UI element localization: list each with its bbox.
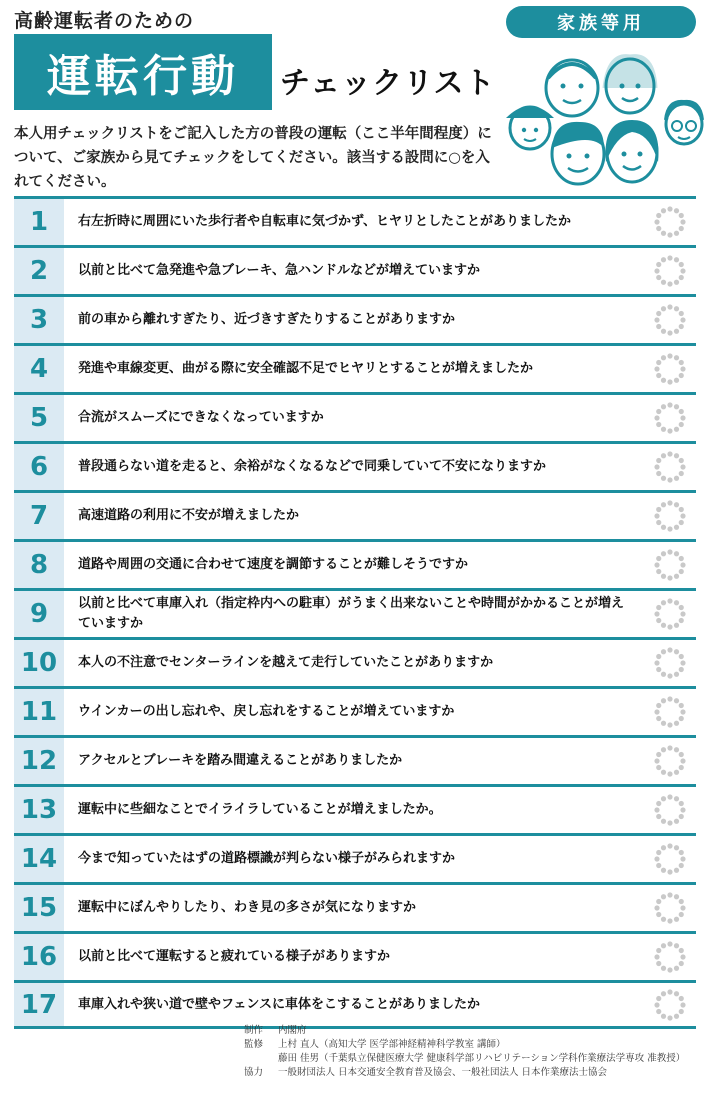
question-text: 以前と比べて運転すると疲れている様子がありますか xyxy=(78,949,391,964)
question-number: 1 xyxy=(14,199,64,245)
intro-text: 本人用チェックリストをご記入した方の普段の運転（ここ半年間程度）について、ご家族から見てチェックをしてください。該当する設問に○を入れてください。 xyxy=(14,126,492,190)
dotted-circle-icon xyxy=(653,303,687,337)
credits xyxy=(244,1024,704,1080)
answer-circle[interactable] xyxy=(644,640,696,686)
question-number: 13 xyxy=(14,787,64,833)
checklist-row xyxy=(14,980,696,1029)
question-text: 前の車から離れすぎたり、近づきすぎたりすることがありますか xyxy=(78,312,456,327)
question-text: 車庫入れや狭い道で壁やフェンスに車体をこすることがありましたか xyxy=(78,996,480,1012)
checklist-row xyxy=(14,833,696,882)
dotted-circle-icon xyxy=(653,499,687,533)
question-text: 今まで知っていたはずの道路標識が判らない様子がみられますか xyxy=(78,851,456,866)
question-number: 8 xyxy=(14,542,64,588)
dotted-circle-icon xyxy=(653,450,687,484)
answer-circle[interactable] xyxy=(644,738,696,784)
question-number: 16 xyxy=(14,934,64,980)
credit-cooperation: 協力 一般財団法人 日本交通安全教育普及協会、一般社団法人 日本作業療法士協会 xyxy=(244,1067,608,1078)
question-number: 17 xyxy=(14,983,64,1026)
dotted-circle-icon xyxy=(653,842,687,876)
dotted-circle-icon xyxy=(653,401,687,435)
checklist-row xyxy=(14,882,696,931)
page-title: 運転行動 xyxy=(47,51,239,102)
credit-supervision: 監修 上村 直人（高知大学 医学部神経精神科学教室 講師） xyxy=(244,1039,506,1050)
dotted-circle-icon xyxy=(653,548,687,582)
dotted-circle-icon xyxy=(653,695,687,729)
question-number: 9 xyxy=(14,591,64,637)
checklist-row xyxy=(14,784,696,833)
question-text: 以前と比べて車庫入れ（指定枠内への駐車）がうまく出来ないことや時間がかかることが増えていますか xyxy=(78,596,625,631)
question-number: 15 xyxy=(14,885,64,931)
title-suffix: チェックリスト xyxy=(280,66,496,101)
question-text: 以前と比べて急発進や急ブレーキ、急ハンドルなどが増えていますか xyxy=(78,263,480,278)
checklist-row xyxy=(14,490,696,539)
audience-badge: 家族等用 xyxy=(506,6,696,38)
question-text: 本人の不注意でセンターラインを越えて走行していたことがありますか xyxy=(78,655,494,670)
question-text: 発進や車線変更、曲がる際に安全確認不足でヒヤリとすることが増えましたか xyxy=(78,361,534,376)
question-text: 運転中に些細なことでイライラしていることが増えましたか。 xyxy=(78,802,442,817)
question-number: 12 xyxy=(14,738,64,784)
question-text: ウインカーの出し忘れや、戻し忘れをすることが増えていますか xyxy=(78,704,455,719)
answer-circle[interactable] xyxy=(644,591,696,637)
question-number: 7 xyxy=(14,493,64,539)
dotted-circle-icon xyxy=(653,352,687,386)
question-text: 運転中にぼんやりしたり、わき見の多さが気になりますか xyxy=(78,900,417,915)
subtitle: 高齢運転者のための xyxy=(14,10,195,32)
checklist-row xyxy=(14,343,696,392)
checklist-row xyxy=(14,196,696,245)
checklist-row xyxy=(14,441,696,490)
answer-circle[interactable] xyxy=(644,248,696,294)
credit-supervision-2: 藤田 佳男（千葉県立保健医療大学 健康科学部リハビリテーション学科作業療法学専攻 准教授） xyxy=(278,1053,686,1064)
answer-circle[interactable] xyxy=(644,542,696,588)
grandpa-face-icon xyxy=(546,60,598,116)
question-number: 5 xyxy=(14,395,64,441)
grandma-face-icon xyxy=(604,56,656,113)
dotted-circle-icon xyxy=(653,254,687,288)
checklist-row xyxy=(14,539,696,588)
answer-circle[interactable] xyxy=(644,444,696,490)
question-number: 11 xyxy=(14,689,64,735)
answer-circle[interactable] xyxy=(644,395,696,441)
dotted-circle-icon xyxy=(653,597,687,631)
dotted-circle-icon xyxy=(653,940,687,974)
man-face-icon xyxy=(552,122,604,184)
question-text: 合流がスムーズにできなくなっていますか xyxy=(78,410,324,425)
checklist-row xyxy=(14,392,696,441)
question-text: 右左折時に周囲にいた歩行者や自転車に気づかず、ヒヤリとしたことがありましたか xyxy=(78,214,571,229)
dotted-circle-icon xyxy=(653,988,687,1022)
checklist xyxy=(14,196,696,1029)
title-box xyxy=(14,34,272,110)
woman-face-icon xyxy=(606,120,659,182)
answer-circle[interactable] xyxy=(644,983,696,1026)
dotted-circle-icon xyxy=(653,646,687,680)
question-number: 6 xyxy=(14,444,64,490)
question-text: アクセルとブレーキを踏み間違えることがありましたか xyxy=(78,753,403,768)
checklist-row xyxy=(14,735,696,784)
answer-circle[interactable] xyxy=(644,934,696,980)
checklist-row xyxy=(14,931,696,980)
question-text: 普段通らない道を走ると、余裕がなくなるなどで同乗していて不安になりますか xyxy=(78,459,547,474)
question-number: 14 xyxy=(14,836,64,882)
checklist-row xyxy=(14,686,696,735)
answer-circle[interactable] xyxy=(644,493,696,539)
header xyxy=(0,0,710,195)
dotted-circle-icon xyxy=(653,891,687,925)
family-faces-illustration xyxy=(500,44,706,194)
answer-circle[interactable] xyxy=(644,689,696,735)
question-number: 2 xyxy=(14,248,64,294)
answer-circle[interactable] xyxy=(644,836,696,882)
credit-production: 制作 内閣府 xyxy=(244,1025,307,1036)
answer-circle[interactable] xyxy=(644,885,696,931)
question-text: 道路や周囲の交通に合わせて速度を調節することが難しそうですか xyxy=(78,557,469,572)
glasses-face-icon xyxy=(666,102,702,144)
question-number: 4 xyxy=(14,346,64,392)
checklist-row xyxy=(14,245,696,294)
question-number: 10 xyxy=(14,640,64,686)
dotted-circle-icon xyxy=(653,744,687,778)
checklist-row xyxy=(14,637,696,686)
dotted-circle-icon xyxy=(653,793,687,827)
checklist-row xyxy=(14,294,696,343)
answer-circle[interactable] xyxy=(644,787,696,833)
girl-face-icon xyxy=(506,106,554,149)
checklist-row xyxy=(14,588,696,637)
question-text: 高速道路の利用に不安が増えましたか xyxy=(78,508,300,523)
dotted-circle-icon xyxy=(653,205,687,239)
answer-circle[interactable] xyxy=(644,346,696,392)
answer-circle[interactable] xyxy=(644,199,696,245)
answer-circle[interactable] xyxy=(644,297,696,343)
question-number: 3 xyxy=(14,297,64,343)
